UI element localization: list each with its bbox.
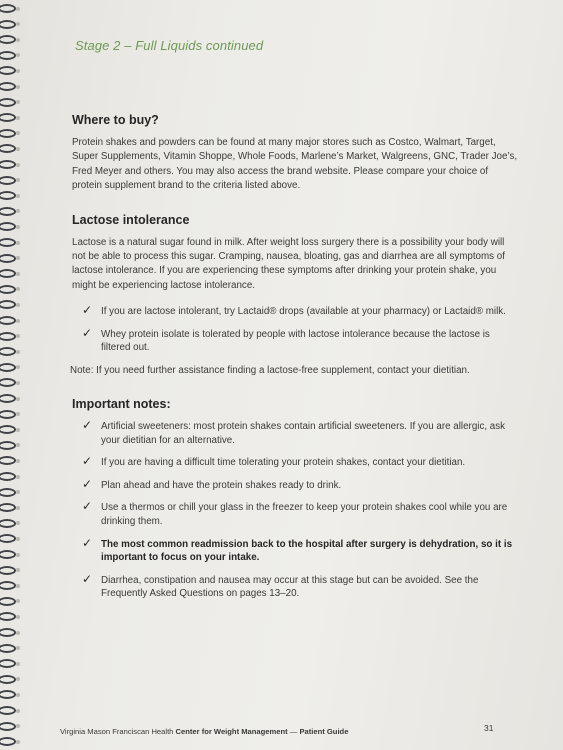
important-notes-list: [70, 420, 520, 601]
spiral-ring: [0, 519, 16, 528]
binding-hole: [16, 599, 20, 603]
binding-hole: [16, 85, 20, 89]
binding-hole: [16, 475, 20, 479]
spiral-binding: [0, 0, 26, 750]
binding-hole: [16, 615, 20, 619]
lactose-heading: Lactose intolerance: [72, 212, 190, 227]
important-notes-heading: Important notes:: [72, 397, 171, 412]
footer-org: Virginia Mason Franciscan Health: [60, 727, 174, 736]
page-footer: [60, 727, 348, 736]
spiral-ring: [0, 722, 16, 731]
binding-hole: [16, 693, 20, 697]
binding-hole: [16, 53, 20, 57]
spiral-ring: [0, 441, 16, 450]
checkmark-icon: ✓: [82, 499, 93, 514]
binding-hole: [16, 303, 20, 307]
binding-hole: [16, 319, 20, 323]
binding-hole: [16, 272, 20, 276]
spiral-ring: [0, 581, 16, 590]
spiral-ring: [0, 316, 16, 325]
binding-hole: [16, 412, 20, 416]
checkmark-icon: ✓: [82, 303, 93, 318]
spiral-ring: [0, 597, 16, 606]
list-item: [70, 420, 520, 447]
spiral-ring: [0, 410, 16, 419]
binding-hole: [16, 38, 20, 42]
list-item-text: Use a thermos or chill your glass in the freezer to keep your protein shakes cool while you are drinking them.: [101, 502, 508, 527]
binding-hole: [16, 568, 20, 572]
binding-hole: [16, 178, 20, 182]
binding-hole: [16, 209, 20, 213]
binding-hole: [16, 709, 20, 713]
spiral-ring: [0, 628, 16, 637]
spiral-ring: [0, 690, 16, 699]
checkmark-icon: ✓: [82, 476, 93, 491]
binding-hole: [16, 443, 20, 447]
binding-hole: [16, 662, 20, 666]
binding-hole: [16, 334, 20, 338]
list-item: [70, 325, 520, 355]
checkmark-icon: ✓: [82, 454, 93, 469]
binding-hole: [16, 163, 20, 167]
binding-hole: [16, 724, 20, 728]
checkmark-icon: ✓: [82, 535, 93, 550]
list-item-text: Diarrhea, constipation and nausea may occur at this stage but can be avoided. See the Frequently Asked Questions on pages 13–20.: [101, 574, 479, 600]
spiral-ring: [0, 176, 16, 185]
binding-hole: [16, 646, 20, 650]
checkmark-icon: ✓: [82, 418, 93, 433]
binding-hole: [16, 537, 20, 541]
where-to-buy-text: Protein shakes and powders can be found at many major stores such as Costco, Walmart, Target, Super Supplements, Vitamin Shoppe, Whole Foods, Marlene’s Market, Walgreens, GNC, Trader Joe’s, Fred Meyer and others. You may also access the brand website. Please compare your choice of protein supplement brand to the criteria listed above.: [72, 137, 518, 192]
spiral-ring: [0, 51, 16, 60]
list-item-text: If you are lactose intolerant, try Lactaid® drops (available at your pharmacy) or Lactaid® milk.: [101, 306, 506, 318]
lactose-section: [70, 213, 520, 378]
list-item: [70, 571, 520, 601]
binding-hole: [16, 521, 20, 525]
spiral-ring: [0, 425, 16, 434]
spiral-ring: [0, 737, 16, 746]
spiral-ring: [0, 347, 16, 356]
binding-hole: [16, 490, 20, 494]
spiral-ring: [0, 566, 16, 575]
page-header-title: Stage 2 – Full Liquids continued: [75, 38, 264, 53]
binding-hole: [16, 365, 20, 369]
binding-hole: [16, 506, 20, 510]
binding-hole: [16, 397, 20, 401]
list-item: [70, 535, 520, 565]
spiral-ring: [0, 207, 16, 216]
spiral-ring: [0, 300, 16, 309]
binding-hole: [16, 225, 20, 229]
spiral-ring: [0, 706, 16, 715]
spiral-ring: [0, 550, 16, 559]
binding-hole: [16, 116, 20, 120]
binding-hole: [16, 631, 20, 635]
binding-hole: [16, 381, 20, 385]
spiral-ring: [0, 82, 16, 91]
spiral-ring: [0, 191, 16, 200]
spiral-ring: [0, 503, 16, 512]
spiral-ring: [0, 35, 16, 44]
spiral-ring: [0, 254, 16, 263]
spiral-ring: [0, 488, 16, 497]
spiral-ring: [0, 612, 16, 621]
where-to-buy-heading: Where to buy?: [72, 113, 159, 127]
spiral-ring: [0, 659, 16, 668]
binding-hole: [16, 459, 20, 463]
list-item-text: Plan ahead and have the protein shakes ready to drink.: [101, 479, 342, 491]
binding-hole: [16, 194, 20, 198]
binding-hole: [16, 241, 20, 245]
list-item: [70, 305, 520, 319]
important-notes-section: [70, 397, 520, 601]
binding-hole: [16, 287, 20, 291]
spiral-ring: [0, 363, 16, 372]
list-item-text: Whey protein isolate is tolerated by people with lactose intolerance because the lactose is filtered out.: [101, 328, 490, 354]
spiral-ring: [0, 144, 16, 153]
spiral-ring: [0, 98, 16, 107]
spiral-ring: [0, 160, 16, 169]
binding-hole: [16, 7, 20, 11]
binding-hole: [16, 553, 20, 557]
footer-separator: —: [289, 727, 298, 736]
spiral-ring: [0, 269, 16, 278]
binding-hole: [16, 147, 20, 151]
checkmark-icon: ✓: [82, 571, 93, 586]
spiral-ring: [0, 644, 16, 653]
list-item: [70, 501, 520, 528]
spiral-ring: [0, 285, 16, 294]
spiral-ring: [0, 4, 16, 13]
binding-hole: [16, 677, 20, 681]
binding-hole: [16, 131, 20, 135]
spiral-ring: [0, 534, 16, 543]
lactose-note: Note: If you need further assistance finding a lactose-free supplement, contact your dietitian.: [70, 365, 470, 377]
binding-hole: [16, 22, 20, 26]
spiral-ring: [0, 20, 16, 29]
spiral-ring: [0, 675, 16, 684]
list-item-text: Artificial sweeteners: most protein shakes contain artificial sweeteners. If you are allergic, ask your dietitian for an alternative.: [101, 421, 506, 446]
spiral-ring: [0, 222, 16, 231]
page-number: 31: [484, 723, 494, 733]
spiral-ring: [0, 238, 16, 247]
checkmark-icon: ✓: [82, 325, 93, 340]
binding-hole: [16, 256, 20, 260]
lactose-list: [70, 305, 520, 355]
binding-hole: [16, 100, 20, 104]
binding-hole: [16, 350, 20, 354]
spiral-ring: [0, 332, 16, 341]
binding-hole: [16, 428, 20, 432]
binding-hole: [16, 584, 20, 588]
list-item-text: The most common readmission back to the hospital after surgery is dehydration, so it is important to focus on your intake.: [101, 538, 513, 564]
lactose-text: Lactose is a natural sugar found in milk. After weight loss surgery there is a possibility your body will not be able to process this sugar. Cramping, nausea, bloating, gas and diarrhea are all symptoms of lactose intolerance. If you are experiencing these symptoms after drinking your protein shake, you might be experiencing lactose intolerance.: [72, 236, 505, 291]
spiral-ring: [0, 378, 16, 387]
list-item: [70, 456, 520, 470]
footer-center: Center for Weight Management: [175, 727, 288, 736]
list-item-text: If you are having a difficult time tolerating your protein shakes, contact your dietitian.: [101, 457, 466, 469]
binding-hole: [16, 69, 20, 73]
where-to-buy-section: [70, 113, 520, 194]
spiral-ring: [0, 472, 16, 481]
spiral-ring: [0, 456, 16, 465]
spiral-ring: [0, 113, 16, 122]
list-item: [70, 476, 520, 493]
spiral-ring: [0, 129, 16, 138]
spiral-ring: [0, 394, 16, 403]
spiral-ring: [0, 66, 16, 75]
binding-hole: [16, 740, 20, 744]
page-content: [70, 113, 520, 610]
footer-guide: Patient Guide: [299, 727, 349, 736]
